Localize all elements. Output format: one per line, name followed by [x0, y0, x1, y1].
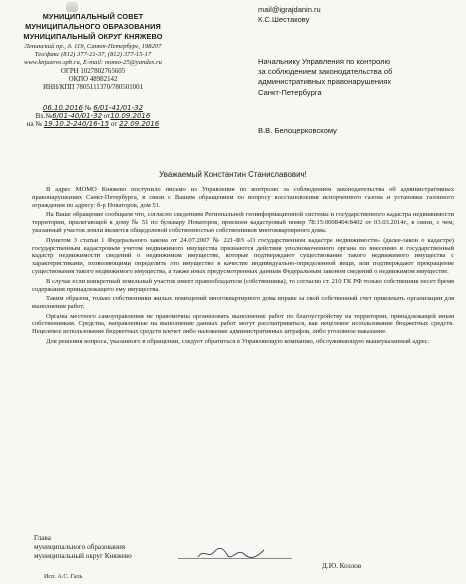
incoming-number: 6/01-40/01-32 — [52, 112, 103, 121]
incoming-number-line — [8, 112, 178, 120]
body-paragraph: Для решения вопроса, указанного в обращении, следует обратиться в Управляющую компанию, обслуживающую вышеуказанный адрес. — [46, 337, 430, 345]
outgoing-no-label: № — [84, 104, 92, 112]
recipient-line: административных правонарушениях — [258, 77, 392, 87]
okpo: ОКПО 48982142 — [68, 76, 118, 84]
emblem-icon — [66, 2, 78, 12]
web-email-line: www.knjazevo.spb.ru, E-mail: momo-25@yandex.ru — [24, 59, 162, 66]
incoming-prefix: Вх.№ — [35, 112, 53, 121]
recipient-line: Санкт-Петербурга — [258, 87, 322, 97]
signatory-title-line: муниципальный округ Княжево — [34, 552, 132, 561]
executor-note: Исп. А.С. Галь — [44, 574, 83, 580]
greeting: Уважаемый Константин Станиславович! — [159, 170, 307, 179]
ogrn: ОГРН 1027802765605 — [60, 68, 126, 75]
reference-prefix: на № — [26, 120, 43, 129]
outgoing-date: 06.10.2016 — [42, 104, 84, 112]
body-paragraph: Пунктом 3 статьи 1 Федерального закона от 24.07.2007 № 221-ФЗ «О государственном кадастре недвижимости» (далее-закон о кадастре) государственным кадастровым учетом недвижимого имущества признаются действия уполномоченного органа по внесению в государственный кадастр недвижимости сведений о недвижимом имуществе, которые подтверждают существование такого недвижимого имущества с характеристиками, позволяющими определить это имущество в качестве индивидуально-определенной вещи, или подтверждают прекращение существования такого недвижимого имущества, а также иных предусмотренных данным Федеральным законом сведений о недвижимом имуществе. — [32, 236, 454, 276]
letter-body — [32, 186, 454, 347]
body-paragraph: Таким образом, только собственники жилых помещений многоквартирного дома вправе за свой собственный счет привлекать организации для выполнения работ. — [32, 295, 454, 311]
reference-line — [8, 120, 178, 128]
recipient-line: Начальнику Управления по контролю — [258, 57, 391, 66]
incoming-date: 10.09.2016 — [110, 112, 151, 121]
signatory-title-line: муниципального образования — [34, 543, 126, 552]
signature-line — [178, 558, 292, 559]
signer-name: Д.Ю. Козлов — [322, 562, 362, 570]
signatory-title-line: Глава — [34, 534, 51, 542]
sender-name-line: МУНИЦИПАЛЬНЫЙ СОВЕТ — [42, 12, 144, 21]
reference-numbers — [8, 104, 178, 129]
body-paragraph: На Ваше обращение сообщаем что, согласно сведениям Региональной геоинформационной системы и государственного кадастра недвижимости территории, прилегающей к дому № 51 по бульвару Новаторов, присвоен кадастровый номер 78:15:0008404:8402 от 03.03.2014г., в связи, с чем, указанный участок земли является общедолевой собственностью собственников многоквартирного дома. — [32, 211, 454, 235]
sender-address — [8, 43, 178, 67]
recipient-cc: В.В. Белоцерковскому — [258, 126, 337, 135]
sender-registration — [8, 68, 178, 93]
body-paragraph: В случае если конкретный земельный участок имеет правообладателя (собственника), то согласно ст. 210 ГК РФ только собственник несет бремя содержания принадлежащего ему имущества. — [32, 277, 454, 293]
outgoing-number-line — [8, 104, 178, 112]
recipient-email: mail@igrajdanin.ru — [258, 5, 321, 14]
outgoing-number: 6/01-41/01-32 — [93, 104, 144, 112]
reference-date: 22.09.2016 — [119, 120, 160, 129]
incoming-from-label: от — [103, 112, 111, 121]
inn-kpp: ИНН/КПП 7805111370/780501001 — [43, 84, 143, 92]
recipient-line: за соблюдением законодательства об — [258, 67, 393, 77]
recipient-attention: К.С.Шестакову — [258, 15, 310, 24]
body-paragraph: Органы местного самоуправления не правомочны организовать выполнение работ по благоустройству на территории, принадлежащей иным собственникам. Средства, направленные на выполнение данных работ могут рассматриваться, как нецелевое использование бюджетных средств. Нецелевое использование бюджетных средств влечет либо наложение административных штрафов, либо уголовное наказание. — [32, 312, 454, 336]
sender-name-line: МУНИЦИПАЛЬНЫЙ ОКРУГ КНЯЖЕВО — [23, 32, 163, 41]
sender-name — [8, 12, 178, 42]
recipient-contact — [258, 5, 321, 25]
address-line: Ленинский пр., д. 119, Санкт-Петербург, 198207 — [24, 43, 162, 50]
signatory-title — [34, 534, 132, 562]
reference-from-label: от — [110, 120, 118, 129]
sender-name-line: МУНИЦИПАЛЬНОГО ОБРАЗОВАНИЯ — [25, 22, 161, 31]
body-paragraph: В адрес МОМО Княжево поступило письмо из Управления по контролю за соблюдением законодательства об административных правонарушениях Санкт-Петербурга, в связи с Вашим обращением по вопросу восстановления испорченного газона и установки газонного ограждения по адресу: б-р Новаторов, дом 51. — [32, 186, 454, 209]
phone-line: Тел/факс (812) 377-21-37, (812) 377-15-17 — [34, 51, 152, 58]
reference-number: 19.10.2-240/16-15 — [43, 120, 110, 129]
recipient-block — [258, 57, 458, 98]
